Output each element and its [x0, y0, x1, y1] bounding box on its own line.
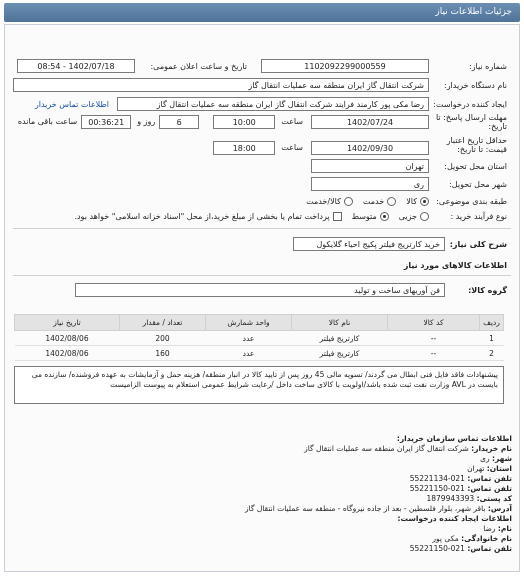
- buyer-city-label: شهر:: [492, 454, 512, 463]
- col-unit: واحد شمارش: [206, 315, 292, 331]
- price-validity-date: 1402/09/30: [311, 141, 429, 155]
- buyer-org-row: [13, 78, 507, 92]
- need-summary-row: [293, 237, 507, 251]
- buyer-phone-line: [20, 474, 512, 484]
- creator-name-label: نام:: [497, 524, 512, 533]
- buyer-address-line: [20, 504, 512, 514]
- price-time-label: ساعت: [281, 143, 303, 152]
- purchase-option-medium-label: متوسط: [351, 212, 377, 221]
- remaining-days: 6: [159, 115, 199, 129]
- province-value: تهران: [311, 159, 429, 173]
- buyer-fax: 021-55221150: [409, 484, 465, 493]
- city-value: ری: [311, 177, 429, 191]
- reply-deadline-label: [429, 113, 507, 131]
- buyer-postal-line: [20, 494, 512, 504]
- radio-icon: [387, 197, 396, 206]
- radio-icon: [380, 212, 389, 221]
- cell-code: --: [388, 346, 480, 361]
- province-label: استان محل تحویل:: [444, 161, 507, 171]
- goods-group-label: گروه کالا:: [468, 285, 507, 295]
- category-option-both[interactable]: [306, 197, 353, 206]
- radio-icon: [420, 212, 429, 221]
- cell-unit: عدد: [206, 331, 292, 346]
- category-option-goods[interactable]: [406, 197, 429, 206]
- buyer-address-label: آدرس:: [487, 504, 512, 513]
- cell-qty: 160: [120, 346, 206, 361]
- buyer-postal-label: کد پستی:: [476, 494, 512, 503]
- purchase-type-row: [64, 212, 507, 221]
- divider: [13, 228, 511, 229]
- reply-deadline-row: [18, 113, 507, 131]
- creator-contact-heading: اطلاعات ایجاد کننده درخواست:: [397, 514, 512, 523]
- category-option-service[interactable]: [363, 197, 396, 206]
- cell-date: 1402/08/06: [15, 346, 120, 361]
- goods-info-heading-row: [404, 261, 507, 270]
- treasury-checkbox-label: پرداخت تمام یا بخشی از مبلغ خرید،از محل "اسناد خزانه اسلامی" خواهد بود.: [74, 212, 330, 221]
- buyer-name-line: [20, 444, 512, 454]
- purchase-type-label: نوع فرآیند خرید :: [450, 212, 507, 221]
- province-row: [311, 159, 507, 173]
- table-header-row: [15, 315, 504, 331]
- buyer-phone-label: تلفن تماس:: [467, 474, 512, 483]
- category-option-both-label: کالا/خدمت: [306, 197, 341, 206]
- treasury-checkbox[interactable]: [74, 212, 341, 221]
- col-row: ردیف: [480, 315, 504, 331]
- buyer-phone: 021-55221134: [409, 474, 465, 483]
- buyer-fax-line: [20, 484, 512, 494]
- category-row: [296, 197, 507, 206]
- cell-row: 1: [480, 331, 504, 346]
- col-qty: تعداد / مقدار: [120, 315, 206, 331]
- city-label: شهر محل تحویل:: [449, 179, 507, 189]
- cell-unit: عدد: [206, 346, 292, 361]
- remaining-label: ساعت باقی مانده: [17, 117, 78, 126]
- cell-name: کارتریج فیلتر: [292, 331, 388, 346]
- creator-family-line: [20, 534, 512, 544]
- requester-row: [35, 97, 507, 111]
- buyer-org-value: شرکت انتقال گاز ایران منطقه سه عملیات انتقال گاز: [13, 78, 429, 92]
- city-row: [311, 177, 507, 191]
- col-name: نام کالا: [292, 315, 388, 331]
- buyer-name-label: نام خریدار:: [471, 444, 512, 453]
- creator-phone-label: تلفن تماس:: [467, 544, 512, 553]
- price-validity-label-line1: حداقل تاریخ اعتبار: [446, 136, 507, 145]
- reply-time-label: ساعت: [281, 117, 303, 126]
- category-option-goods-label: کالا: [406, 197, 417, 206]
- buyer-province-label: استان:: [486, 464, 512, 473]
- category-label: طبقه بندی موضوعی:: [436, 197, 507, 206]
- buyer-org-label: نام دستگاه خریدار:: [444, 80, 507, 90]
- announce-datetime-value: 1402/07/18 - 08:54: [17, 59, 135, 73]
- announce-datetime-label: تاریخ و ساعت اعلان عمومی:: [150, 61, 247, 71]
- price-validity-row: [213, 136, 507, 155]
- goods-group-row: [75, 283, 507, 297]
- radio-icon: [420, 197, 429, 206]
- creator-phone-line: [20, 544, 512, 554]
- need-number-label: شماره نیاز:: [469, 61, 507, 71]
- buyer-notes: پیشنهادات فاقد فایل فنی ابطال می گردند/ تسویه مالی 45 روز پس از تایید کالا در انبار منطقه/ هزینه حمل و آزمایشات به عهده فروشنده/ سازنده می بایست در AVL وزارت نفت ثبت شده باشد/اولویت با کالای ساخت داخل /رعایت شرایط عمومی استعلام به پیوست الزامیست: [14, 366, 504, 404]
- goods-info-heading: اطلاعات کالاهای مورد نیاز: [403, 261, 507, 270]
- creator-phone: 021-55221150: [409, 544, 465, 553]
- buyer-fax-label: تلفن تماس:: [467, 484, 512, 493]
- contact-section: [20, 434, 512, 554]
- col-code: کد کالا: [388, 315, 480, 331]
- table-row[interactable]: [15, 331, 504, 346]
- need-number-value: 1102092299000559: [261, 59, 429, 73]
- goods-group-value: فن آوریهای ساخت و تولید: [75, 283, 445, 297]
- price-validity-label-line2: قیمت: تا تاریخ:: [457, 145, 507, 154]
- requester-label: ایجاد کننده درخواست:: [433, 99, 507, 109]
- purchase-option-medium[interactable]: [352, 212, 389, 221]
- need-summary-label: شرح کلی نیاز:: [449, 239, 507, 249]
- buyer-province: تهران: [467, 464, 485, 473]
- buyer-city-line: [20, 454, 512, 464]
- buyer-postal: 1879943393: [426, 494, 475, 503]
- need-number-row: [17, 59, 507, 73]
- cell-name: کارتریج فیلتر: [292, 346, 388, 361]
- price-validity-label: [429, 136, 507, 154]
- buyer-contact-heading: اطلاعات تماس سازمان خریدار:: [396, 434, 512, 443]
- col-date: تاریخ نیاز: [15, 315, 120, 331]
- creator-name-line: [20, 524, 512, 534]
- requester-value: رضا مکی پور کارمند فرایند شرکت انتقال گاز ایران منطقه سه عملیات انتقال گاز: [117, 97, 429, 111]
- page-title: جزئیات اطلاعات نیاز: [4, 3, 520, 22]
- table-row[interactable]: [15, 346, 504, 361]
- cell-qty: 200: [120, 331, 206, 346]
- radio-icon: [344, 197, 353, 206]
- need-summary-value: خرید کارتریج فیلتر پکیج احیاء گلایکول: [293, 237, 445, 251]
- buyer-city: ری: [480, 454, 490, 463]
- cell-row: 2: [480, 346, 504, 361]
- reply-deadline-label-line2: تاریخ:: [488, 122, 507, 131]
- days-label: روز و: [137, 117, 156, 126]
- buyer-contact-link[interactable]: اطلاعات تماس خریدار: [34, 99, 109, 109]
- buyer-province-line: [20, 464, 512, 474]
- reply-deadline-time: 10:00: [213, 115, 275, 129]
- checkbox-icon: [333, 212, 342, 221]
- buyer-name: شرکت انتقال گاز ایران منطقه سه عملیات انتقال گاز: [304, 444, 469, 453]
- purchase-option-partial[interactable]: [399, 212, 429, 221]
- creator-family-label: نام خانوادگی:: [461, 534, 512, 543]
- creator-family: مکی پور: [432, 534, 459, 543]
- cell-date: 1402/08/06: [15, 331, 120, 346]
- price-validity-time: 18:00: [213, 141, 275, 155]
- buyer-address: باقر شهر، بلوار فلسطین - بعد از جاده نیروگاه - منطقه سه عملیات انتقال گاز: [244, 504, 486, 513]
- remaining-time: 00:36:21: [81, 115, 131, 129]
- goods-table: [14, 314, 504, 361]
- cell-code: --: [388, 331, 480, 346]
- creator-name: رضا: [483, 524, 496, 533]
- purchase-option-partial-label: جزیی: [398, 212, 417, 221]
- divider: [13, 275, 511, 276]
- reply-deadline-label-line1: مهلت ارسال پاسخ: تا: [435, 113, 507, 122]
- reply-deadline-date: 1402/07/24: [311, 115, 429, 129]
- category-option-service-label: خدمت: [362, 197, 385, 206]
